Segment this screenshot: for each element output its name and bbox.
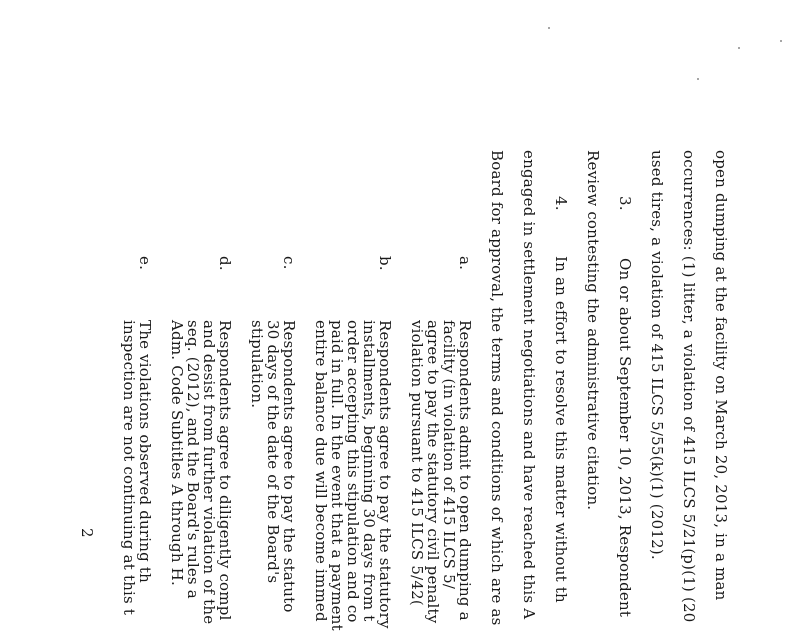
text-line: stipulation. (248, 320, 266, 409)
text-line: Respondents agree to pay the statuto (280, 320, 298, 613)
text-line: On or about September 10, 2013, Respondent (616, 258, 634, 618)
scan-speck (738, 47, 740, 49)
item-letter: c. (280, 256, 298, 270)
paragraph-number: 3. (616, 196, 634, 211)
text-line: 30 days of the date of the Board's (264, 320, 282, 584)
text-line: open dumping at the facility on March 20, 2013, in a man (712, 150, 730, 601)
text-line: Respondents agree to diligently compl (216, 320, 234, 621)
page-number: 2 (78, 528, 96, 538)
text-line: engaged in settlement negotiations and have reached this A (520, 150, 538, 620)
text-line: inspection are not continuing at this t (120, 320, 138, 616)
item-letter: e. (136, 256, 154, 271)
text-line: installments, beginning 30 days from t (360, 320, 378, 622)
text-line: Board for approval, the terms and conditions of which are as (488, 150, 506, 626)
text-line: occurrences: (1) litter, a violation of 415 ILCS 5/21(p)(1) (20 (680, 150, 698, 623)
text-line: violation pursuant to 415 ILCS 5/42( (408, 320, 426, 606)
item-letter: d. (216, 256, 234, 271)
text-line: seq. (2012), and the Board's rules a (184, 320, 202, 599)
text-line: paid in full. In the event that a payment (328, 320, 346, 631)
text-line: used tires, a violation of 415 ILCS 5/55(k)(1) (2012). (648, 150, 666, 560)
text-line: Adm. Code Subtitles A through H. (168, 320, 186, 586)
text-line: Respondents agree to pay the statutory (376, 320, 394, 629)
scan-speck (780, 40, 782, 42)
text-line: facility (in violation of 415 ILCS 5/ (440, 320, 458, 590)
text-line: Respondents admit to open dumping a (456, 320, 474, 621)
text-line: entire balance due will become immed (312, 320, 330, 622)
scan-speck (697, 78, 699, 80)
text-line: agree to pay the statutory civil penalty (424, 320, 442, 624)
text-line: order accepting this stipulation and co (344, 320, 362, 623)
text-line: and desist from further violation of the (200, 320, 218, 625)
text-line: The violations observed during th (136, 320, 154, 583)
scan-speck (548, 27, 550, 29)
text-line: Review contesting the administrative citation. (584, 150, 602, 511)
item-letter: b. (376, 256, 394, 271)
text-line: In an effort to resolve this matter without th (552, 256, 570, 603)
paragraph-number: 4. (552, 196, 570, 211)
item-letter: a. (456, 256, 474, 271)
